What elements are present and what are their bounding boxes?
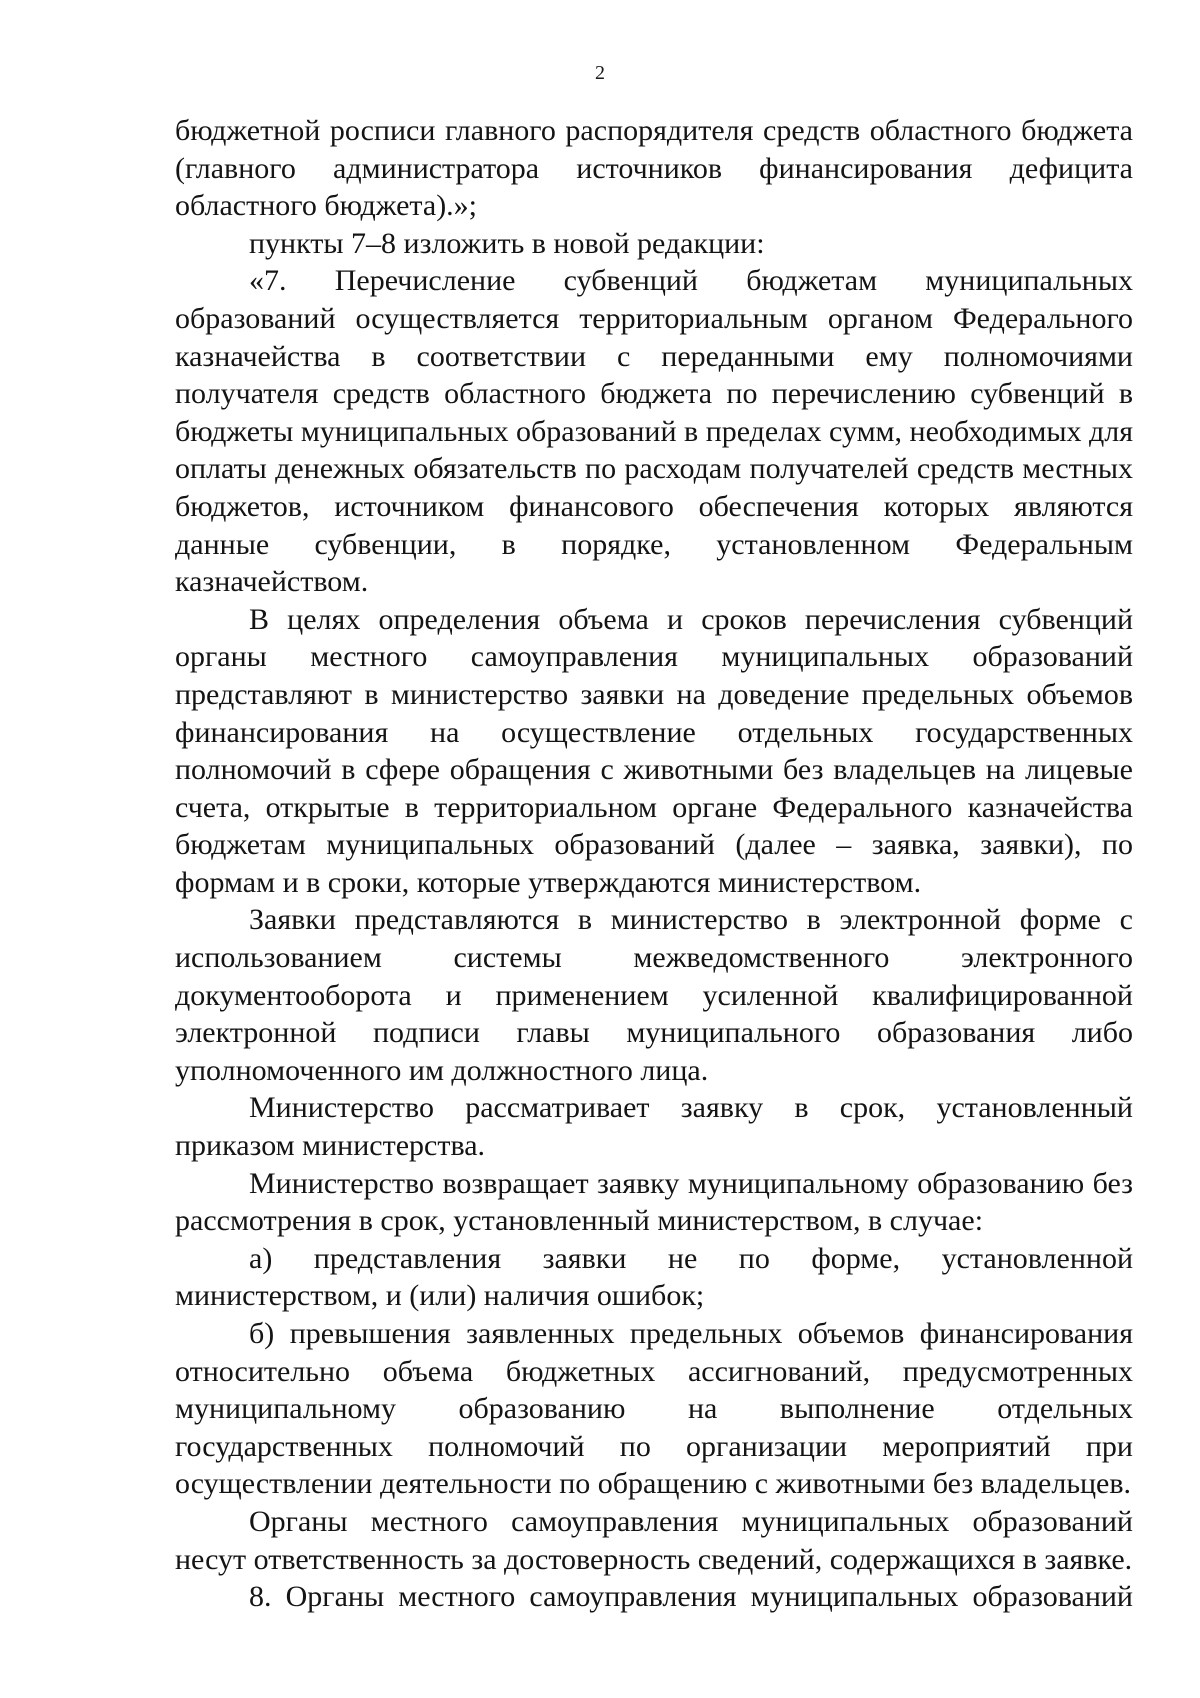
- paragraph-item-7: «7. Перечисление субвенций бюджетам муниципальных образований осуществляется территориальным органом Федерального казначейства в соответствии с переданными ему полномочиями получателя средств областного бюджета по перечислению субвенций в бюджеты муниципальных образований в пределах сумм, необходимых для оплаты денежных обязательств по расходам получателей средств местных бюджетов, источником финансового обеспечения которых являются данные субвенции, в порядке, установленном Федеральным казначейством.: [175, 264, 1134, 599]
- paragraph-electronic-submission: Заявки представляются в министерство в электронной форме с использованием системы межведомственного электронного документооборота и применением усиленной квалифицированной электронной подписи главы муниципального образования либо уполномоченного им должностного лица.: [175, 903, 1133, 1087]
- page-number: 2: [595, 62, 605, 84]
- paragraph-condition-a: а) представления заявки не по форме, установленной министерством, и (или) наличия ошибок;: [175, 1241, 1133, 1313]
- paragraph-amendment-intro: пункты 7–8 изложить в новой редакции:: [249, 226, 765, 260]
- paragraph-applications: В целях определения объема и сроков перечисления субвенций органы местного самоуправления муниципальных образований представляют в министерство заявки на доведение предельных объемов финансирования на осуществление отдельных государственных полномочий в сфере обращения с животными без владельцев на лицевые счета, открытые в территориальном органе Федерального казначейства бюджетам муниципальных образований (далее – заявка, заявки), по формам и в сроки, которые утверждаются министерством.: [175, 602, 1133, 899]
- paragraph-responsibility: Органы местного самоуправления муниципальных образований несут ответственность за достоверность сведений, содержащихся в заявке.: [175, 1504, 1133, 1576]
- paragraph-item-8: 8. Органы местного самоуправления муниципальных образований: [249, 1580, 1133, 1614]
- paragraph-return-conditions: Министерство возвращает заявку муниципальному образованию без рассмотрения в срок, установленный министерством, в случае:: [175, 1166, 1133, 1238]
- paragraph-budget-schedule: бюджетной росписи главного распорядителя средств областного бюджета (главного администратора источников финансирования дефицита областного бюджета).»;: [175, 114, 1133, 223]
- paragraph-review-term: Министерство рассматривает заявку в срок, установленный приказом министерства.: [175, 1091, 1133, 1163]
- document-body: [175, 112, 1133, 1616]
- paragraph-condition-b: б) превышения заявленных предельных объемов финансирования относительно объема бюджетных ассигнований, предусмотренных муниципальному образованию на выполнение отдельных государственных полномочий по организации мероприятий при осуществлении деятельности по обращению с животными без владельцев.: [175, 1317, 1133, 1501]
